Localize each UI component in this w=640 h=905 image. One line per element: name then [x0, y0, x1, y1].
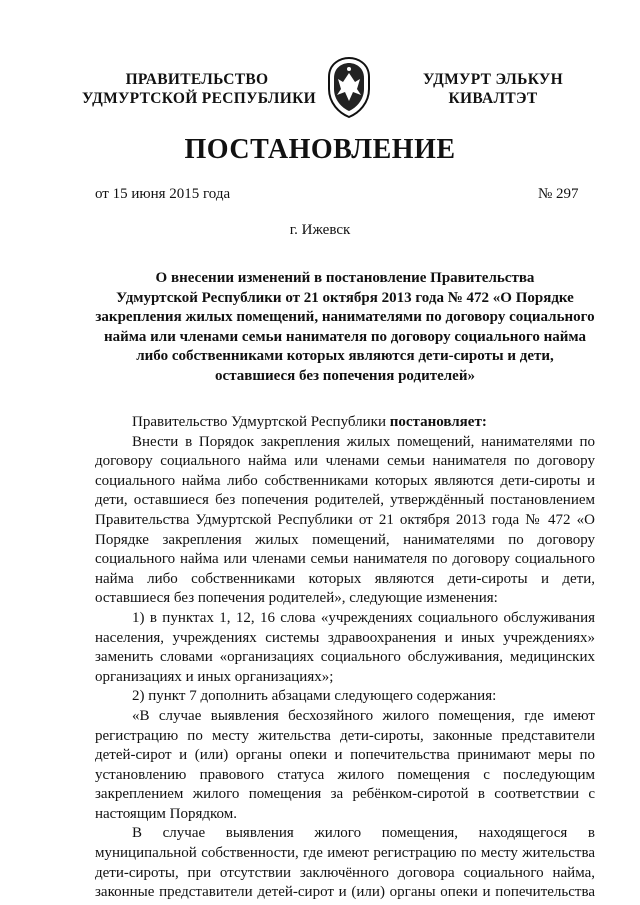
subject-line: О внесении изменений в постановление Правительства [155, 270, 535, 286]
body-line: «В случае выявления бесхозяйного жилого помещения, где имеют [132, 707, 595, 724]
body-line: дети-сироты, при отсутствии заключённого договора социального найма, [95, 864, 595, 881]
body-line: Порядке закрепления жилых помещений, нанимателями по договору [95, 531, 595, 548]
body-line: Правительства Удмуртской Республики от 21 октября 2013 года № 472 «О [95, 511, 595, 528]
body-line: регистрацию по месту жительства дети-сироты, законные представители [95, 727, 595, 744]
intro-decree-word: постановляет: [389, 414, 487, 430]
body-line: социального найма либо собственниками которых являются дети-сироты и [95, 472, 595, 489]
header-left-line1: ПРАВИТЕЛЬСТВО [125, 71, 269, 88]
body-line: настоящим Порядком. [95, 805, 237, 822]
body-line: 1) в пунктах 1, 12, 16 слова «учреждениях социального обслуживания [132, 609, 595, 626]
subject-line: оставшиеся без попечения родителей» [215, 367, 475, 384]
body-line: детей-сирот и (или) органы опеки и попечительства принимают меры по [95, 747, 595, 764]
body-intro [95, 413, 595, 433]
body-line: социального найма или членами семьи нанимателя по договору социального [95, 551, 595, 568]
header-right-line2: КИВАЛТЭТ [448, 90, 538, 107]
body-line: населения, учреждениях системы здравоохранения и иных учреждениях» [95, 629, 595, 646]
subject-line: либо собственниками которых являются дети-сироты и дети, [136, 348, 554, 364]
document-number: № 297 [538, 186, 579, 202]
body-line: установлению правового статуса жилого помещения с последующим [95, 766, 595, 783]
header-right-line1: УДМУРТ ЭЛЬКУН [423, 71, 563, 88]
subject-line: найма или членами семьи нанимателя по договору социального найма [104, 328, 586, 345]
body-line: 2) пункт 7 дополнить абзацами следующего содержания: [132, 688, 497, 705]
body-line: дети, оставшиеся без попечения родителей, утверждённый постановлением [95, 492, 595, 509]
subject-line: Удмуртской Республики от 21 октября 2013 года № 472 «О Порядке [116, 289, 574, 306]
government-name-udmurt [413, 70, 573, 108]
document-subject [95, 269, 595, 386]
body-line: закреплением жилого помещения за ребёнком-сиротой в соответствии с [95, 786, 595, 803]
document-date: от 15 июня 2015 года [95, 186, 231, 202]
document-city: г. Ижевск [289, 222, 351, 238]
document-title: ПОСТАНОВЛЕНИЕ [184, 134, 456, 165]
intro-text: Правительство Удмуртской Республики [132, 414, 390, 430]
body-line: заменить словами «организациях социального обслуживания, медицинских [95, 649, 595, 666]
header-left-line2: УДМУРТСКОЙ РЕСПУБЛИКИ [82, 90, 317, 107]
subject-line: закрепления жилых помещений, нанимателями по договору социального [95, 309, 595, 325]
government-name-russian [82, 70, 317, 108]
body-line: законные представители детей-сирот и (или) органы опеки и попечительства [95, 884, 595, 901]
udmurt-coat-of-arms-icon [323, 55, 375, 119]
body-line: договору социального найма или членами семьи нанимателя по договору [95, 453, 595, 470]
body-line: организациях и иных организациях»; [95, 668, 334, 685]
body-line: Внести в Порядок закрепления жилых помещений, нанимателями по [132, 433, 595, 450]
body-line: оставшиеся без попечения родителей», следующие изменения: [95, 590, 498, 607]
body-line: найма либо собственниками которых являются дети-сироты и дети, [95, 570, 595, 587]
document-body [95, 413, 595, 903]
body-line: муниципальной собственности, где имеют регистрацию по месту жительства [95, 845, 595, 862]
body-line: В случае выявления жилого помещения, находящегося в [132, 825, 595, 842]
